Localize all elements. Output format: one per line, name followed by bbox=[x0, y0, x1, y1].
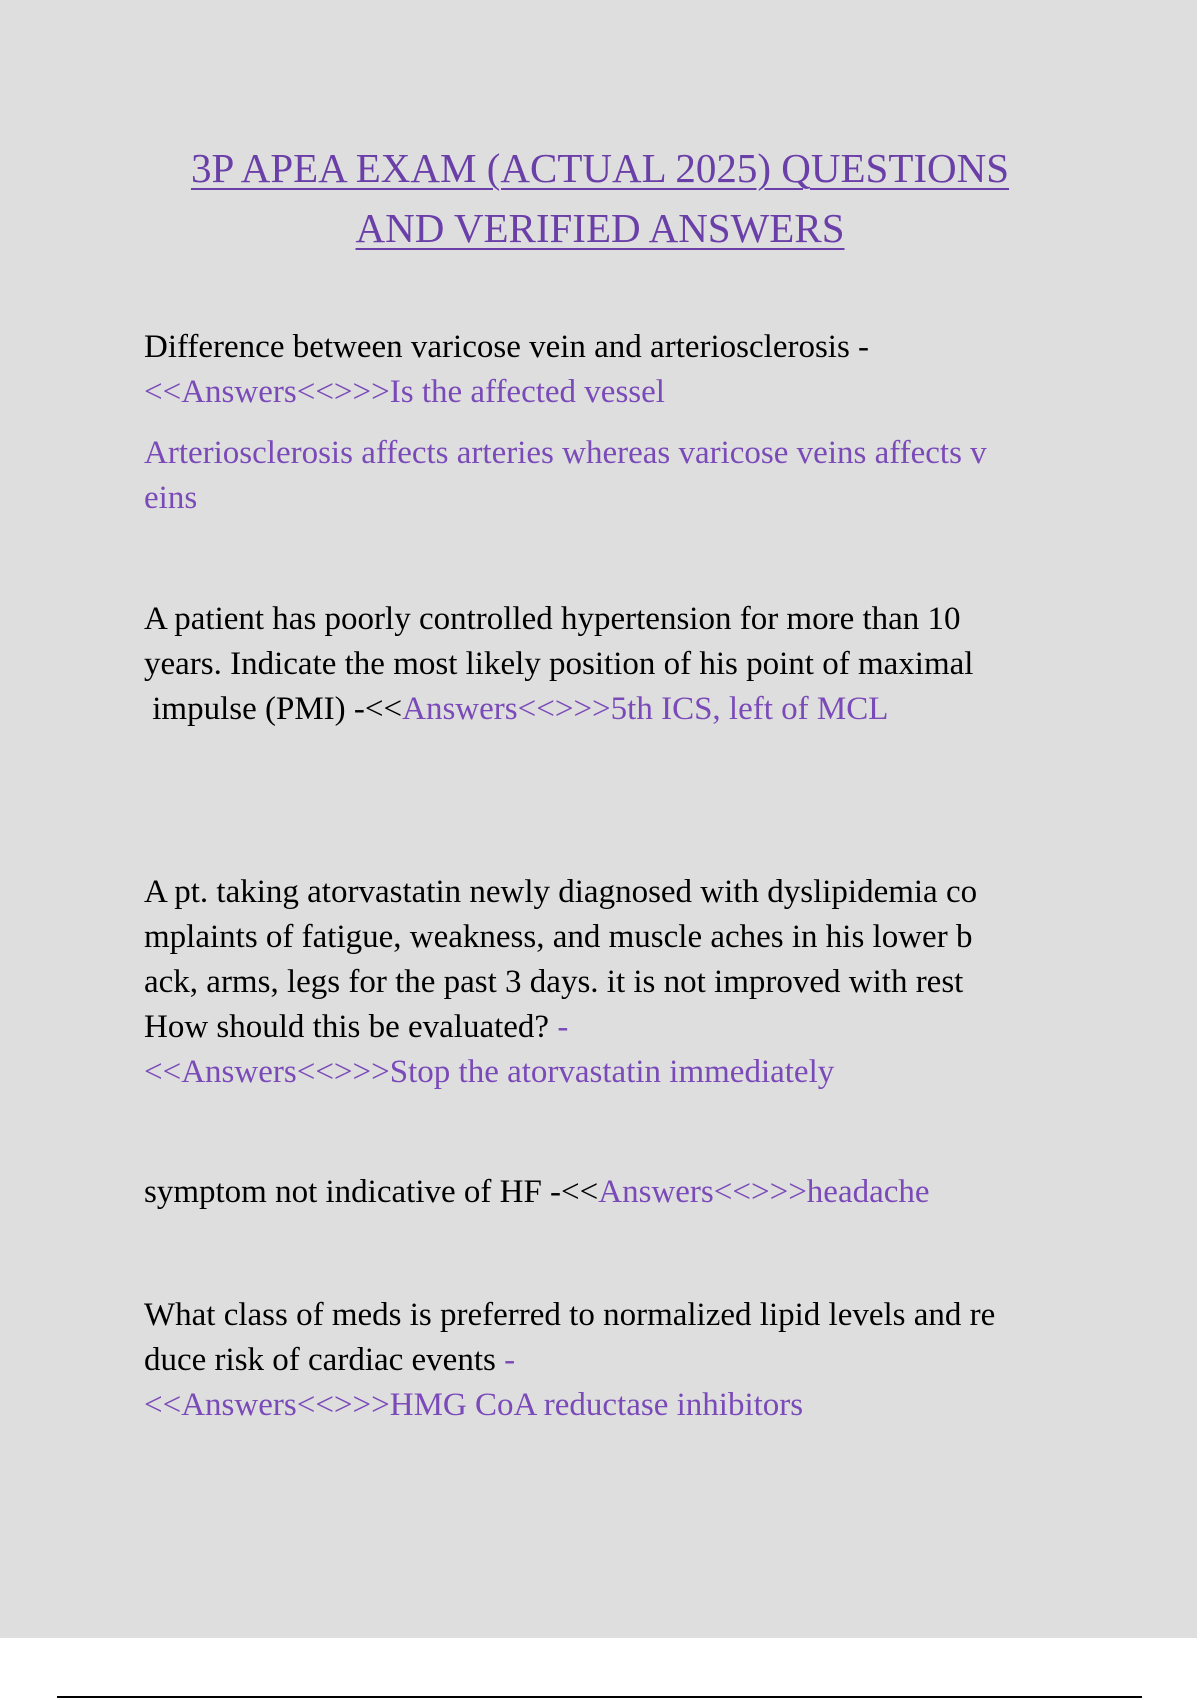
answer-line: <<Answers<<>>>HMG CoA reductase inhibitors bbox=[144, 1387, 804, 1423]
answer-explanation-line: Arteriosclerosis affects arteries whereas varicose veins affects v bbox=[144, 435, 987, 471]
question-line: A pt. taking atorvastatin newly diagnosed with dyslipidemia co bbox=[144, 874, 978, 910]
answer-explanation-line: eins bbox=[144, 480, 198, 516]
qa-item-4 bbox=[144, 1170, 1064, 1215]
question-line: ack, arms, legs for the past 3 days. it is not improved with rest bbox=[144, 964, 964, 1000]
question-answer-line: symptom not indicative of HF -<<Answers<<>>>headache bbox=[144, 1174, 930, 1210]
qa-item-3 bbox=[144, 870, 1064, 1095]
document-title bbox=[110, 138, 1090, 258]
question-line: A patient has poorly controlled hypertension for more than 10 bbox=[144, 601, 961, 637]
answer-line: <<Answers<<>>>Is the affected vessel bbox=[144, 374, 665, 410]
qa-item-2 bbox=[144, 597, 1064, 732]
question-line: mplaints of fatigue, weakness, and muscle aches in his lower b bbox=[144, 919, 973, 955]
title-line-1: 3P APEA EXAM (ACTUAL 2025) QUESTIONS bbox=[190, 145, 1010, 191]
qa-item-1 bbox=[144, 325, 1064, 521]
footer-divider bbox=[57, 1696, 1142, 1698]
question-line: Difference between varicose vein and arteriosclerosis - bbox=[144, 329, 870, 365]
question-line: How should this be evaluated? - bbox=[144, 1009, 569, 1045]
question-line: duce risk of cardiac events - bbox=[144, 1342, 516, 1378]
title-line-2: AND VERIFIED ANSWERS bbox=[355, 205, 845, 251]
qa-item-5 bbox=[144, 1293, 1064, 1428]
question-line: years. Indicate the most likely position of his point of maximal bbox=[144, 646, 974, 682]
question-line: What class of meds is preferred to normalized lipid levels and re bbox=[144, 1297, 996, 1333]
answer-line: <<Answers<<>>>Stop the atorvastatin immediately bbox=[144, 1054, 835, 1090]
question-answer-line: impulse (PMI) -<<Answers<<>>>5th ICS, left of MCL bbox=[144, 691, 889, 727]
